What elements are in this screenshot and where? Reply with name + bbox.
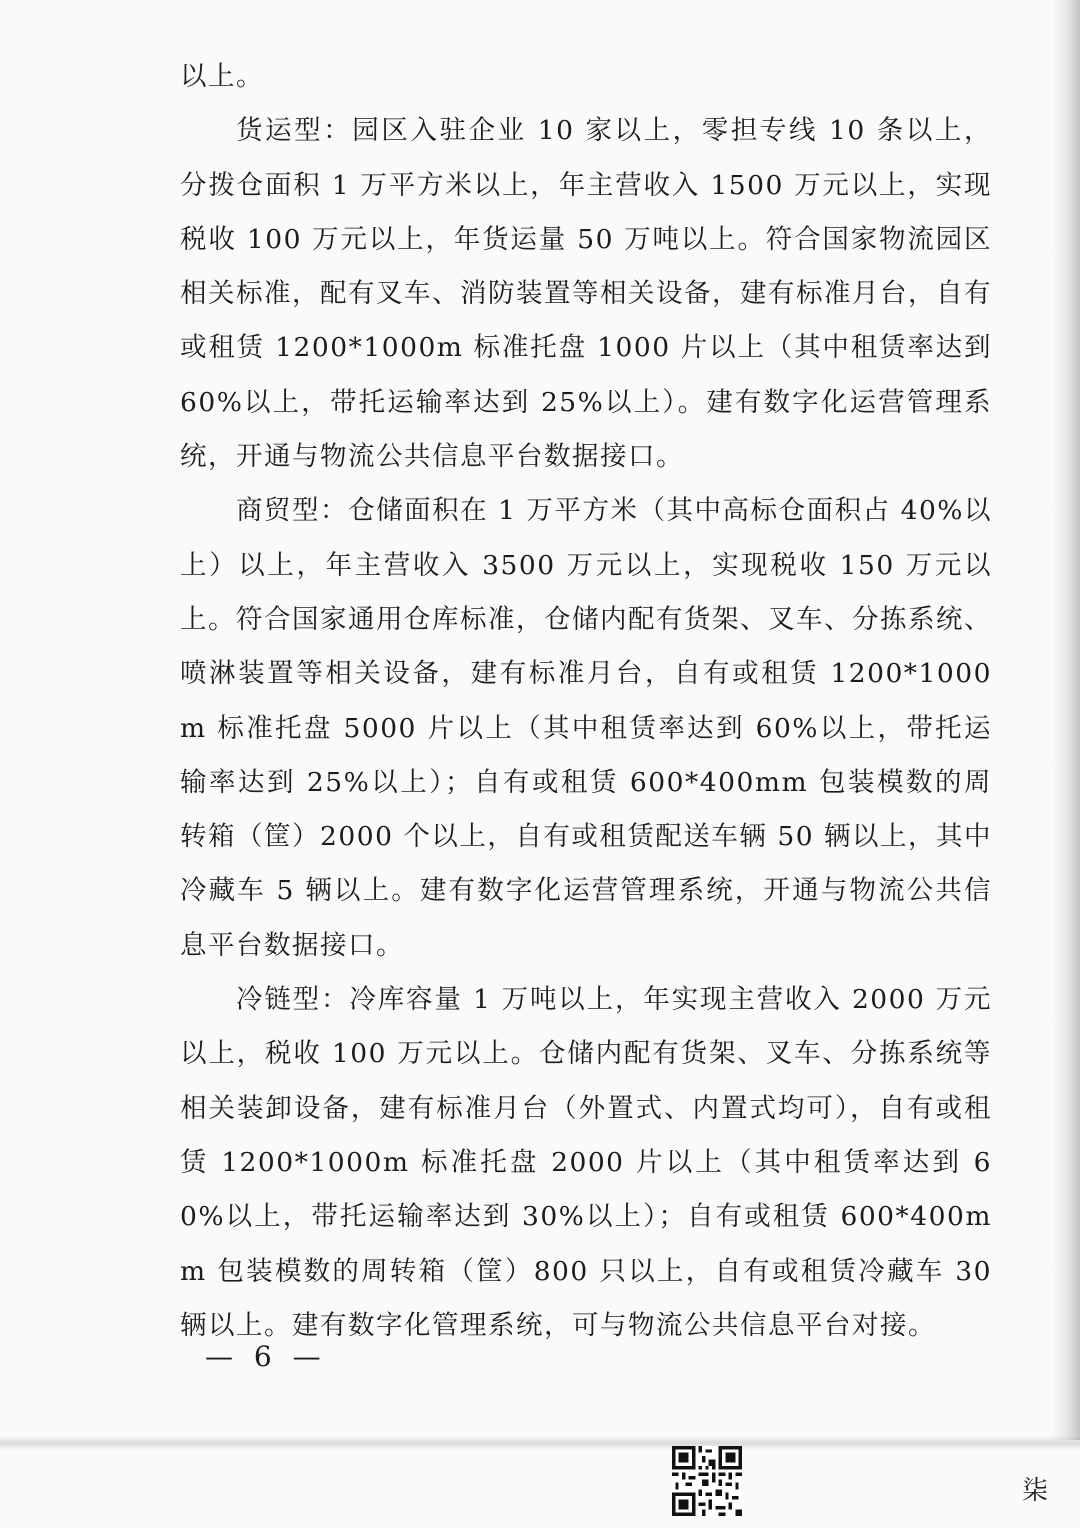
paragraph-trade-type: 商贸型：仓储面积在 1 万平方米（其中高标仓面积占 40%以上）以上，年主营收入 3500 万元以上，实现税收 150 万元以上。符合国家通用仓库标准，仓储内配有货架、叉车、分拣系统、喷淋装置等相关设备，建有标准月台，自有或租赁 1200*1000m 标准托盘 5000 片以上（其中租赁率达到 60%以上，带托运输率达到 25%以上）；自有或租赁 600*400mm 包装模数的周转箱（筐）2000 个以上，自有或租赁配送车辆 50 辆以上，其中冷藏车 5 辆以上。建有数字化运营管理系统，开通与物流公共信息平台数据接口。 [180, 495, 992, 961]
qr-code-icon [672, 1446, 742, 1516]
paragraph-cold-chain-type: 冷链型：冷库容量 1 万吨以上，年实现主营收入 2000 万元以上，税收 100 万元以上。仓储内配有货架、叉车、分拣系统等相关装卸设备，建有标准月台（外置式、内置式均可），自有或租赁 1200*1000m 标准托盘 2000 片以上（其中租赁率达到 60%以上，带托运输率达到 30%以上）；自有或租赁 600*400mm 包装模数的周转箱（筐）800 只以上，自有或租赁冷藏车 30 辆以上。建有数字化管理系统，可与物流公共信息平台对接。 [180, 984, 992, 1341]
paragraph-continuation: 以上。 [180, 61, 264, 92]
page-edge-shadow [1052, 0, 1080, 1440]
document-body [180, 50, 992, 1353]
page-number: — 6 — [205, 1340, 327, 1373]
corner-page-mark: 柒 [1022, 1476, 1049, 1506]
page-bottom-fold [0, 1436, 1080, 1450]
paragraph-freight-type: 货运型：园区入驻企业 10 家以上，零担专线 10 条以上，分拨仓面积 1 万平方米以上，年主营收入 1500 万元以上，实现税收 100 万元以上，年货运量 50 万吨以上。符合国家物流园区相关标准，配有叉车、消防装置等相关设备，建有标准月台，自有或租赁 1200*1000m 标准托盘 1000 片以上（其中租赁率达到 60%以上，带托运输率达到 25%以上）。建有数字化运营管理系统，开通与物流公共信息平台数据接口。 [180, 115, 992, 473]
